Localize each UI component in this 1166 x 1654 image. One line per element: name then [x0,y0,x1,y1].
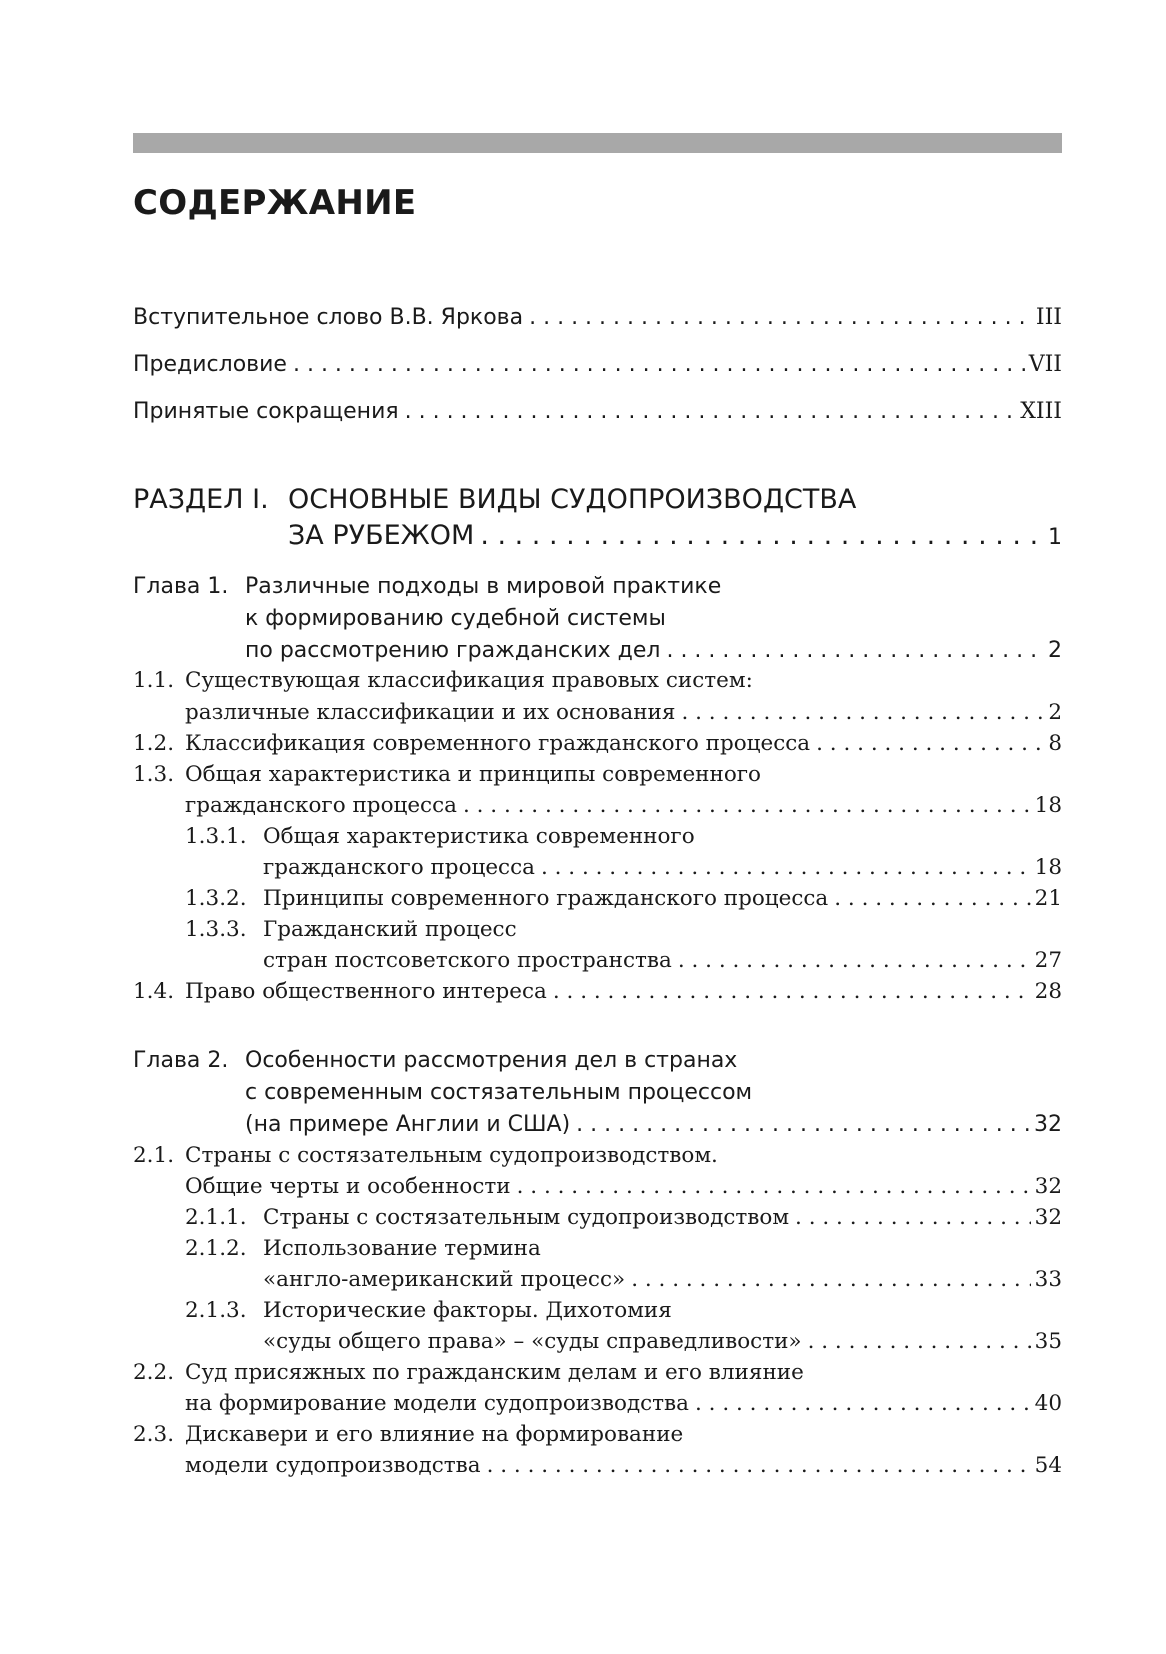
item-page: 35 [1034,1329,1062,1354]
item-title: Общая характеристика и принципы современного [185,762,761,787]
toc-item-1-2[interactable] [133,731,1062,756]
section-title-cont: ЗА РУБЕЖОМ [288,520,475,551]
toc-entry-foreword-yarkov[interactable] [133,305,1062,330]
chapter-label: Глава 1. [133,574,229,599]
toc-entry-page: XIII [1020,399,1062,424]
toc-item-1-3-1-cont[interactable] [263,855,1062,880]
toc-item-2-1-2-cont[interactable] [263,1267,1062,1292]
toc-entry-title: Вступительное слово В.В. Яркова [133,305,524,330]
toc-entry-page: VII [1028,352,1062,377]
chapter-2-line-2 [245,1080,752,1105]
toc-item-2-1[interactable] [133,1143,718,1168]
toc-item-2-3-cont[interactable] [185,1453,1062,1478]
toc-item-1-3-2[interactable] [185,886,1062,911]
chapter-title: Различные подходы в мировой практике [245,574,722,599]
chapter-1-line-3[interactable] [245,638,1062,663]
chapter-2-line-1[interactable] [133,1048,737,1073]
item-title: Использование термина [263,1236,541,1261]
toc-item-1-3[interactable] [133,762,761,787]
chapter-title-cont: с современным состязательным процессом [245,1080,753,1105]
item-page: 8 [1048,731,1062,756]
section-1-line-2[interactable] [288,520,1062,551]
dot-leader [487,1453,1031,1478]
item-page: 28 [1034,979,1062,1004]
chapter-page: 32 [1034,1112,1062,1137]
dot-leader [808,1329,1031,1354]
item-number: 2.3. [133,1422,175,1447]
item-number: 1.3.3. [185,917,247,942]
toc-entry-title: Принятые сокращения [133,399,399,424]
item-page: 18 [1034,855,1062,880]
toc-item-1-1[interactable] [133,668,753,693]
toc-item-2-1-cont[interactable] [185,1174,1062,1199]
toc-item-2-3[interactable] [133,1422,683,1447]
dot-leader [517,1174,1031,1199]
toc-item-2-1-1[interactable] [185,1205,1062,1230]
item-title: Классификация современного гражданского процесса [185,731,811,756]
dot-leader [405,399,1017,424]
toc-entry-abbreviations[interactable] [133,399,1062,424]
dot-leader [695,1391,1031,1416]
item-title-cont: «суды общего права» – «суды справедливости» [263,1329,802,1354]
toc-item-1-3-cont[interactable] [185,793,1062,818]
item-title: Принципы современного гражданского процесса [263,886,829,911]
item-title: Право общественного интереса [185,979,547,1004]
dot-leader [666,638,1044,663]
item-number: 2.1. [133,1143,175,1168]
item-title-cont: «англо-американский процесс» [263,1267,626,1292]
chapter-1-line-2 [245,606,666,631]
item-title: Гражданский процесс [263,917,517,942]
dot-leader [631,1267,1030,1292]
item-number: 2.1.3. [185,1298,247,1323]
dot-leader [678,948,1031,973]
dot-leader [293,352,1025,377]
item-title: Существующая классификация правовых систем: [185,668,753,693]
dot-leader [463,793,1031,818]
item-page: 32 [1034,1205,1062,1230]
chapter-2-line-3[interactable] [245,1112,1062,1137]
chapter-title-cont: по рассмотрению гражданских дел [245,638,661,663]
item-page: 21 [1034,886,1062,911]
item-title-cont: различные классификации и их основания [185,700,676,725]
toc-entry-page: III [1035,305,1062,330]
dot-leader [834,886,1030,911]
toc-entry-title: Предисловие [133,352,287,377]
dot-leader [480,520,1044,551]
item-page: 27 [1034,948,1062,973]
item-title-cont: гражданского процесса [185,793,457,818]
item-title: Страны с состязательным судопроизводством. [185,1143,718,1168]
item-number: 2.2. [133,1360,175,1385]
section-title: ОСНОВНЫЕ ВИДЫ СУДОПРОИЗВОДСТВА [288,484,857,515]
dot-leader [553,979,1031,1004]
item-title-cont: на формирование модели судопроизводства [185,1391,689,1416]
item-number: 1.1. [133,668,175,693]
item-title-cont: стран постсоветского пространства [263,948,672,973]
header-rule [133,133,1062,153]
item-page: 54 [1034,1453,1062,1478]
item-number: 2.1.1. [185,1205,247,1230]
toc-entry-preface[interactable] [133,352,1062,377]
toc-item-1-3-1[interactable] [185,824,695,849]
toc-item-1-1-cont[interactable] [185,700,1062,725]
item-title: Страны с состязательным судопроизводством [263,1205,790,1230]
toc-item-1-3-3[interactable] [185,917,517,942]
chapter-title-cont: к формированию судебной системы [245,606,666,631]
item-page: 2 [1048,700,1062,725]
chapter-title: Особенности рассмотрения дел в странах [245,1048,738,1073]
dot-leader [795,1205,1031,1230]
item-title: Общая характеристика современного [263,824,695,849]
item-page: 40 [1034,1391,1062,1416]
section-label: РАЗДЕЛ I. [133,484,269,515]
toc-item-2-1-3[interactable] [185,1298,672,1323]
item-title-cont: модели судопроизводства [185,1453,481,1478]
page-title: СОДЕРЖАНИЕ [133,183,417,223]
item-page: 33 [1034,1267,1062,1292]
toc-item-2-1-2[interactable] [185,1236,541,1261]
item-title-cont: гражданского процесса [263,855,535,880]
chapter-title-cont: (на примере Англии и США) [245,1112,571,1137]
toc-item-2-2[interactable] [133,1360,804,1385]
chapter-1-line-1[interactable] [133,574,721,599]
toc-item-1-4[interactable] [133,979,1062,1004]
dot-leader [541,855,1031,880]
item-title: Суд присяжных по гражданским делам и его влияние [185,1360,804,1385]
toc-item-1-3-3-cont[interactable] [263,948,1062,973]
section-page: 1 [1048,525,1062,550]
item-number: 2.1.2. [185,1236,247,1261]
dot-leader [681,700,1044,725]
chapter-page: 2 [1048,638,1062,663]
dot-leader [576,1112,1030,1137]
item-number: 1.2. [133,731,175,756]
item-number: 1.3.2. [185,886,247,911]
item-page: 32 [1034,1174,1062,1199]
item-number: 1.4. [133,979,175,1004]
item-number: 1.3. [133,762,175,787]
toc-item-2-2-cont[interactable] [185,1391,1062,1416]
item-title-cont: Общие черты и особенности [185,1174,511,1199]
item-number: 1.3.1. [185,824,247,849]
item-title: Дискавери и его влияние на формирование [185,1422,684,1447]
dot-leader [529,305,1032,330]
item-page: 18 [1034,793,1062,818]
section-1-line-1[interactable] [133,484,856,515]
item-title: Исторические факторы. Дихотомия [263,1298,672,1323]
toc-item-2-1-3-cont[interactable] [263,1329,1062,1354]
chapter-label: Глава 2. [133,1048,229,1073]
dot-leader [816,731,1044,756]
